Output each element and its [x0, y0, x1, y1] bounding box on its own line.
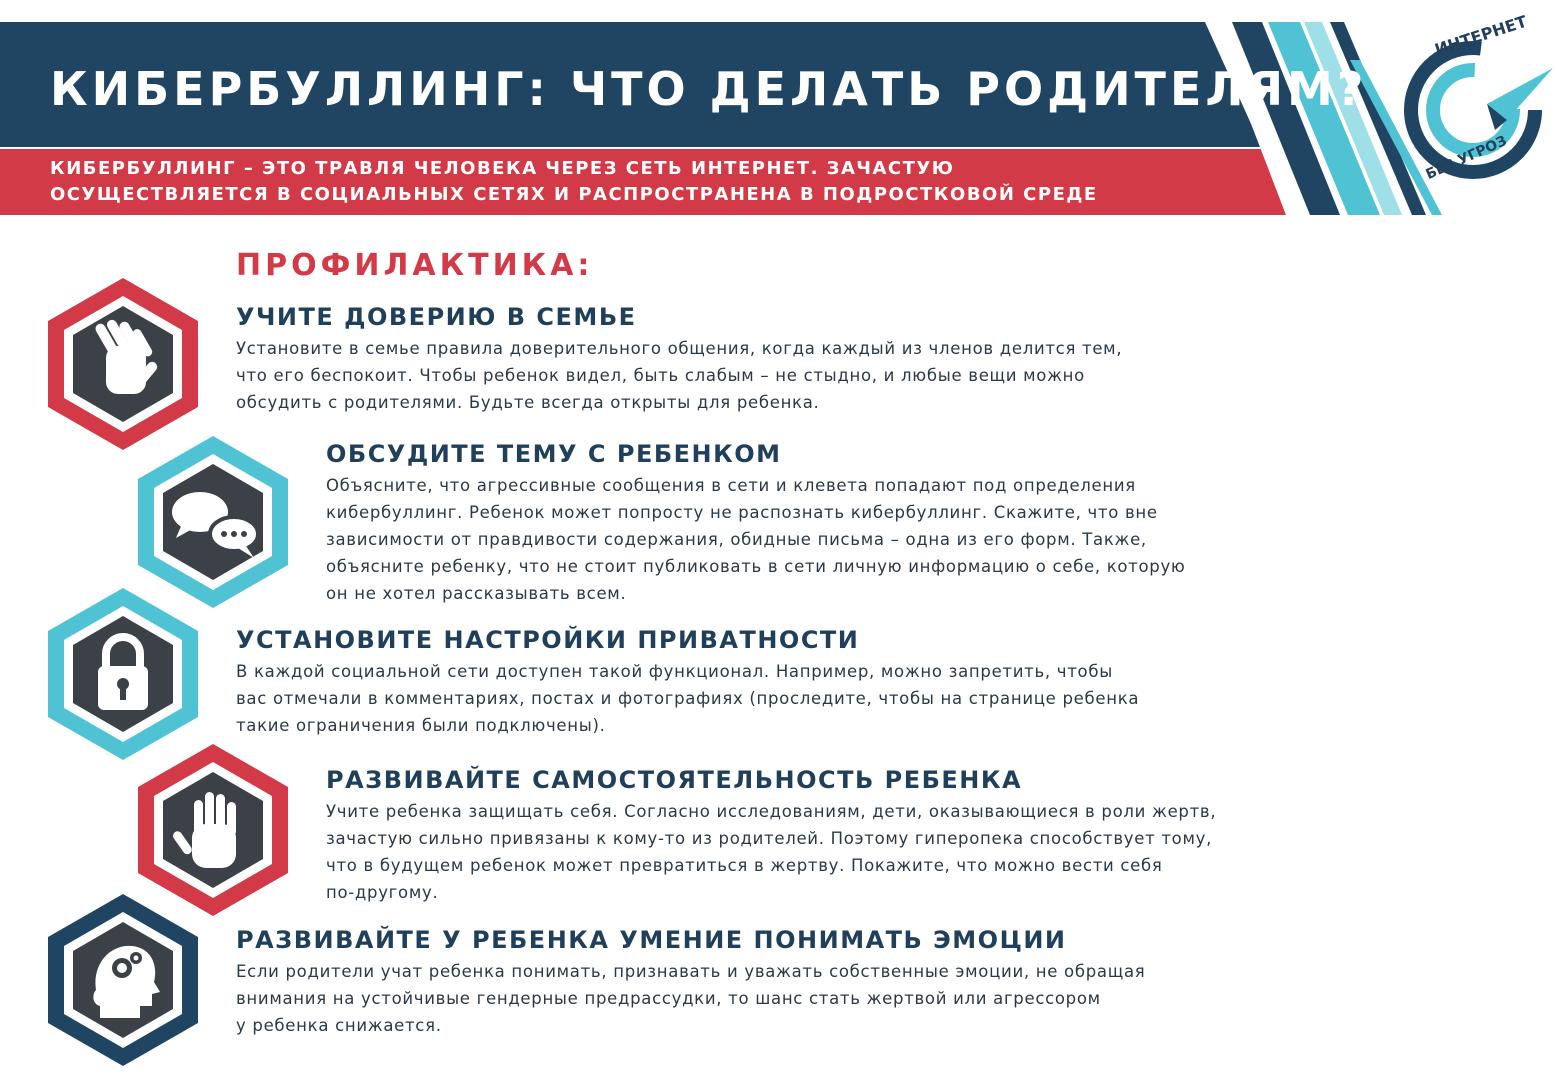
header-banner	[0, 0, 1557, 230]
tip-line: кибербуллинг. Ребенок может попросту не распознать кибербуллинг. Скажите, что вне	[326, 503, 1158, 522]
page-title: КИБЕРБУЛЛИНГ: ЧТО ДЕЛАТЬ РОДИТЕЛЯМ?	[50, 62, 1368, 116]
tip-line: обсудить с родителями. Будьте всегда открыты для ребенка.	[236, 393, 820, 412]
tip-text	[236, 958, 1145, 1039]
tip-line: Если родители учат ребенка понимать, признавать и уважать собственные эмоции, не обращая	[236, 962, 1146, 981]
tip-line: у ребенка снижается.	[236, 1016, 442, 1035]
tip-line: Учите ребенка защищать себя. Согласно исследованиям, дети, оказывающиеся в роли жертв,	[326, 802, 1217, 821]
tip-line: зависимости от правдивости содержания, обидные письма – одна из его форм. Также,	[326, 530, 1147, 549]
tip-line: зачастую сильно привязаны к кому-то из родителей. Поэтому гиперопека способствует тому,	[326, 829, 1213, 848]
hex-badge-3	[48, 588, 198, 760]
tip-item	[326, 440, 1186, 607]
tip-text	[326, 472, 1186, 607]
tip-item	[326, 766, 1216, 906]
logo-text: ИНТЕРНЕТ	[1432, 11, 1530, 60]
tip-item	[236, 926, 1145, 1039]
tip-item	[236, 303, 1122, 416]
tip-line: такие ограничения были подключены).	[236, 716, 606, 735]
tip-title: УЧИТЕ ДОВЕРИЮ В СЕМЬЕ	[236, 303, 637, 331]
hex-badge-5	[48, 894, 198, 1066]
hex-badge-4	[138, 744, 288, 916]
subtitle-line: КИБЕРБУЛЛИНГ – ЭТО ТРАВЛЯ ЧЕЛОВЕКА ЧЕРЕЗ СЕТЬ ИНТЕРНЕТ. ЗАЧАСТУЮ	[50, 158, 955, 179]
tip-text	[236, 335, 1122, 416]
tip-line: он не хотел рассказывать всем.	[326, 584, 627, 603]
tip-line: вас отмечали в комментариях, постах и фотографиях (проследите, чтобы на странице ребенка	[236, 689, 1140, 708]
tip-line: что в будущем ребенок может превратиться в жертву. Покажите, что можно вести себя	[326, 856, 1163, 875]
tip-item	[236, 626, 1139, 739]
tip-text	[326, 798, 1216, 906]
tip-line: Объясните, что агрессивные сообщения в сети и клевета попадают под определения	[326, 476, 1136, 495]
tip-line: объясните ребенку, что не стоит публиковать в сети личную информацию о себе, которую	[326, 557, 1186, 576]
tip-line: Установите в семье правила доверительного общения, когда каждый из членов делится тем,	[236, 339, 1123, 358]
tip-line: что его беспокоит. Чтобы ребенок видел, быть слабым – не стыдно, и любые вещи можно	[236, 366, 1085, 385]
tip-title: РАЗВИВАЙТЕ У РЕБЕНКА УМЕНИЕ ПОНИМАТЬ ЭМОЦИИ	[236, 926, 1067, 954]
subtitle-line: ОСУЩЕСТВЛЯЕТСЯ В СОЦИАЛЬНЫХ СЕТЯХ И РАСПРОСТРАНЕНА В ПОДРОСТКОВОЙ СРЕДЕ	[50, 184, 1098, 205]
tip-line: по-другому.	[326, 883, 439, 902]
tip-title: ОБСУДИТЕ ТЕМУ С РЕБЕНКОМ	[326, 440, 782, 468]
tip-line: В каждой социальной сети доступен такой функционал. Например, можно запретить, чтобы	[236, 662, 1113, 681]
logo	[1395, 11, 1555, 200]
tip-line: внимания на устойчивые гендерные предрассудки, то шанс стать жертвой или агрессором	[236, 989, 1101, 1008]
hex-badge-2	[138, 436, 288, 608]
logo-text: БЕЗ УГРОЗ	[1423, 133, 1510, 183]
tip-text	[236, 658, 1139, 739]
hex-badge-1	[48, 278, 198, 450]
section-heading: ПРОФИЛАКТИКА:	[236, 248, 594, 283]
page-subtitle	[50, 156, 1098, 208]
tip-title: РАЗВИВАЙТЕ САМОСТОЯТЕЛЬНОСТЬ РЕБЕНКА	[326, 766, 1023, 794]
tip-title: УСТАНОВИТЕ НАСТРОЙКИ ПРИВАТНОСТИ	[236, 626, 860, 654]
